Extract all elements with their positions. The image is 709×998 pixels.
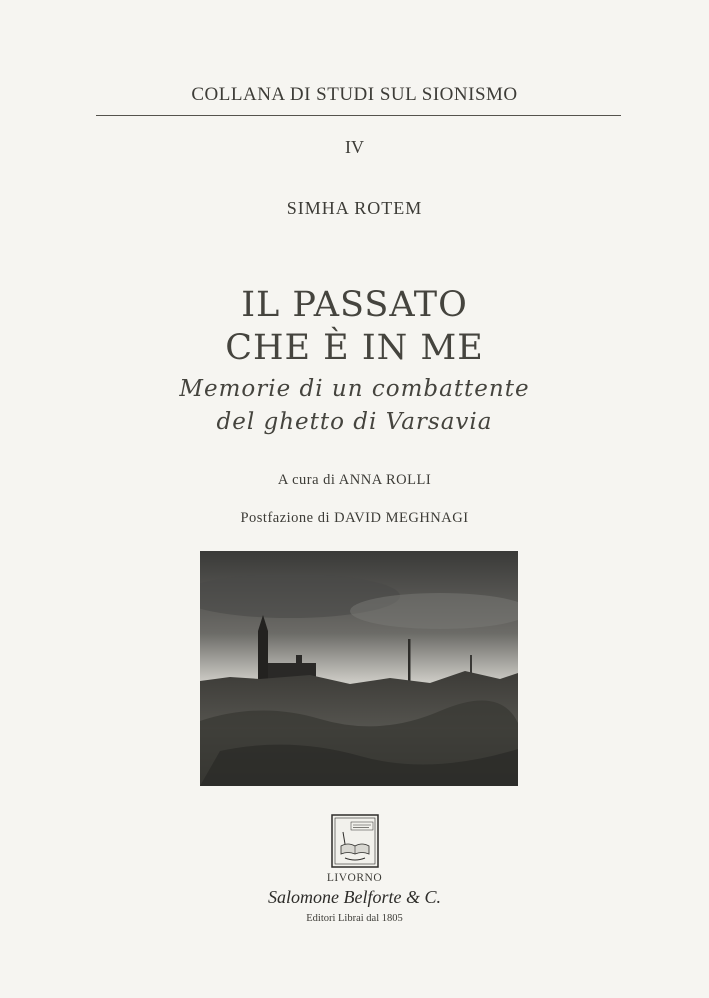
publisher-city: LIVORNO xyxy=(326,872,383,884)
book-title-line-2: CHE È IN ME xyxy=(225,328,484,368)
afterword-credit: Postfazione di DAVID MEGHNAGI xyxy=(240,510,469,526)
editor-credit: A cura di ANNA ROLLI xyxy=(277,472,432,488)
subtitle-line-1: Memorie di un combattente xyxy=(179,376,530,402)
volume-number: IV xyxy=(345,137,364,157)
series-title: COLLANA DI STUDI SUL SIONISMO xyxy=(191,84,518,105)
divider-line xyxy=(96,115,621,116)
author-name: SIMHA ROTEM xyxy=(286,198,423,218)
publisher-name: Salomone Belforte & C. xyxy=(268,887,441,907)
book-title-line-1: IL PASSATO xyxy=(241,285,468,325)
cover-photo xyxy=(200,551,518,786)
subtitle-line-2: del ghetto di Varsavia xyxy=(216,409,493,435)
publisher-tagline: Editori Librai dal 1805 xyxy=(306,913,403,924)
publisher-emblem-icon xyxy=(331,814,379,868)
